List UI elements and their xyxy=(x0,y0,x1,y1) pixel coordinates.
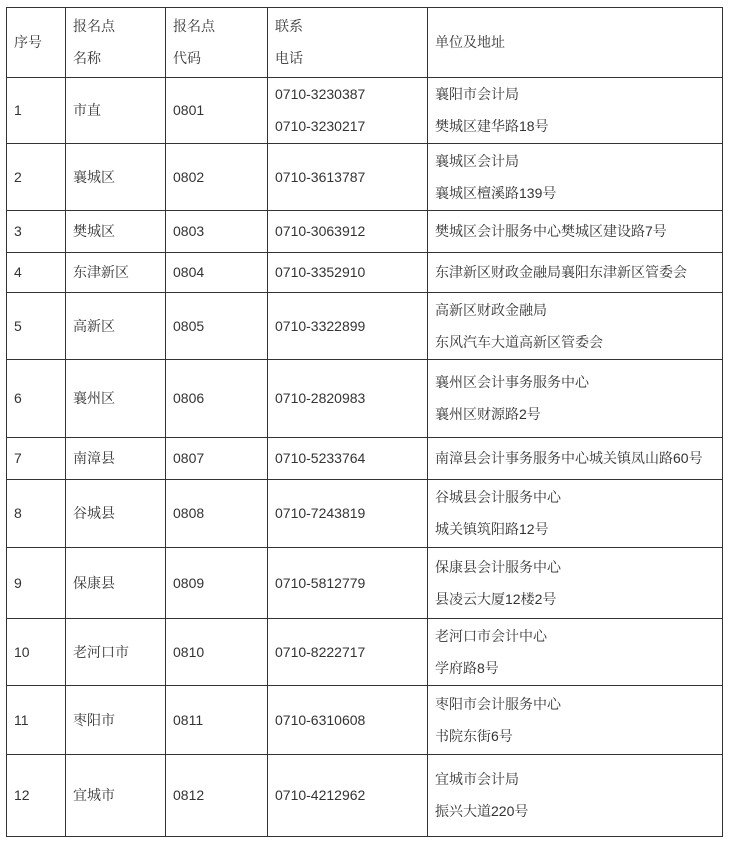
address-line: 襄城区会计局 xyxy=(435,152,519,169)
header-label: 名称 xyxy=(73,50,101,66)
table-row xyxy=(7,686,723,755)
cell-address xyxy=(428,211,723,253)
header-label: 联系 xyxy=(275,18,303,34)
address-line: 襄州区会计事务服务中心 xyxy=(435,374,589,390)
row-number: 1 xyxy=(14,102,22,118)
cell-seq xyxy=(7,686,66,755)
row-number: 6 xyxy=(14,390,22,406)
cell-address xyxy=(428,253,723,293)
cell-seq xyxy=(7,78,66,144)
cell-name xyxy=(66,253,166,293)
site-name: 南漳县 xyxy=(73,450,115,466)
address-line: 东风汽车大道高新区管委会 xyxy=(435,333,603,350)
cell-seq xyxy=(7,619,66,686)
row-number: 5 xyxy=(14,317,22,334)
address-line: 学府路8号 xyxy=(435,659,499,676)
site-name: 东津新区 xyxy=(73,264,129,280)
row-number: 10 xyxy=(14,643,30,660)
cell-name xyxy=(66,619,166,686)
site-name: 高新区 xyxy=(73,317,115,334)
address-line: 书院东街6号 xyxy=(435,727,513,744)
cell-phone xyxy=(268,619,428,686)
cell-code xyxy=(166,548,268,619)
phone-number: 0710-4212962 xyxy=(275,787,366,803)
site-code: 0803 xyxy=(173,223,205,239)
cell-phone xyxy=(268,293,428,360)
cell-code xyxy=(166,144,268,211)
phone-number: 0710-3322899 xyxy=(275,317,366,334)
col-header-phone xyxy=(268,8,428,78)
site-name: 谷城县 xyxy=(73,505,115,521)
phone-number: 0710-7243819 xyxy=(275,505,366,521)
cell-name xyxy=(66,480,166,548)
cell-address xyxy=(428,438,723,480)
address-line: 高新区财政金融局 xyxy=(435,301,547,318)
cell-phone xyxy=(268,78,428,144)
table-row xyxy=(7,144,723,211)
cell-name xyxy=(66,211,166,253)
address-line: 宜城市会计局 xyxy=(435,771,519,787)
header-label: 报名点 xyxy=(73,18,115,34)
cell-phone xyxy=(268,253,428,293)
address-line: 南漳县会计事务服务中心城关镇凤山路60号 xyxy=(435,450,703,466)
phone-number: 0710-3063912 xyxy=(275,223,366,239)
address-line: 襄城区檀溪路139号 xyxy=(435,184,557,201)
site-name: 保康县 xyxy=(73,574,115,591)
site-code: 0801 xyxy=(173,102,205,118)
site-name: 市直 xyxy=(73,102,101,118)
cell-address xyxy=(428,619,723,686)
cell-seq xyxy=(7,360,66,438)
site-name: 樊城区 xyxy=(73,223,115,239)
cell-code xyxy=(166,480,268,548)
cell-code xyxy=(166,360,268,438)
cell-name xyxy=(66,293,166,360)
cell-seq xyxy=(7,211,66,253)
row-number: 7 xyxy=(14,450,22,466)
cell-code xyxy=(166,293,268,360)
table-row xyxy=(7,480,723,548)
site-name: 襄州区 xyxy=(73,390,115,406)
site-code: 0805 xyxy=(173,317,205,334)
address-line: 樊城区建华路18号 xyxy=(435,118,549,134)
cell-seq xyxy=(7,293,66,360)
cell-name xyxy=(66,686,166,755)
cell-address xyxy=(428,686,723,755)
address-line: 谷城县会计服务中心 xyxy=(435,489,561,505)
cell-address xyxy=(428,755,723,837)
row-number: 2 xyxy=(14,168,22,185)
cell-seq xyxy=(7,755,66,837)
address-line: 老河口市会计中心 xyxy=(435,627,547,644)
site-code: 0808 xyxy=(173,505,205,521)
col-header-name xyxy=(66,8,166,78)
address-line: 枣阳市会计服务中心 xyxy=(435,695,561,712)
phone-number: 0710-6310608 xyxy=(275,711,366,728)
header-label: 报名点 xyxy=(173,18,215,34)
table-row xyxy=(7,619,723,686)
row-number: 11 xyxy=(14,711,29,728)
row-number: 8 xyxy=(14,505,22,521)
header-label: 代码 xyxy=(173,50,201,66)
table-row xyxy=(7,211,723,253)
cell-phone xyxy=(268,548,428,619)
site-code: 0812 xyxy=(173,787,205,803)
cell-address xyxy=(428,360,723,438)
cell-seq xyxy=(7,253,66,293)
phone-number: 0710-5233764 xyxy=(275,450,366,466)
cell-address xyxy=(428,78,723,144)
table-row xyxy=(7,360,723,438)
cell-name xyxy=(66,438,166,480)
cell-phone xyxy=(268,438,428,480)
cell-seq xyxy=(7,480,66,548)
address-line: 城关镇筑阳路12号 xyxy=(435,521,549,537)
phone-number: 0710-3352910 xyxy=(275,264,366,280)
address-line: 襄阳市会计局 xyxy=(435,86,519,102)
site-name: 襄城区 xyxy=(73,168,115,185)
col-header-code xyxy=(166,8,268,78)
cell-code xyxy=(166,211,268,253)
address-line: 东津新区财政金融局襄阳东津新区管委会 xyxy=(435,264,687,280)
cell-seq xyxy=(7,144,66,211)
phone-number: 0710-3230217 xyxy=(275,118,366,134)
header-label: 序号 xyxy=(14,34,42,50)
site-name: 枣阳市 xyxy=(73,711,115,728)
cell-phone xyxy=(268,211,428,253)
site-code: 0809 xyxy=(173,574,205,591)
phone-number: 0710-3613787 xyxy=(275,168,366,185)
header-label: 单位及地址 xyxy=(435,34,505,50)
col-header-seq xyxy=(7,8,66,78)
cell-seq xyxy=(7,438,66,480)
address-line: 保康县会计服务中心 xyxy=(435,558,561,575)
table-body xyxy=(7,78,723,837)
row-number: 4 xyxy=(14,264,22,280)
phone-number: 0710-2820983 xyxy=(275,390,366,406)
site-code: 0806 xyxy=(173,390,205,406)
cell-code xyxy=(166,686,268,755)
cell-address xyxy=(428,144,723,211)
cell-phone xyxy=(268,144,428,211)
cell-phone xyxy=(268,755,428,837)
table-row xyxy=(7,548,723,619)
row-number: 3 xyxy=(14,223,22,239)
cell-code xyxy=(166,78,268,144)
table-row xyxy=(7,755,723,837)
col-header-address xyxy=(428,8,723,78)
cell-address xyxy=(428,480,723,548)
cell-name xyxy=(66,144,166,211)
cell-seq xyxy=(7,548,66,619)
phone-number: 0710-5812779 xyxy=(275,574,366,591)
address-line: 樊城区会计服务中心樊城区建设路7号 xyxy=(435,223,667,239)
row-number: 9 xyxy=(14,574,22,591)
header-row xyxy=(7,8,723,78)
address-line: 县凌云大厦12楼2号 xyxy=(435,590,557,607)
cell-code xyxy=(166,253,268,293)
cell-address xyxy=(428,548,723,619)
site-code: 0804 xyxy=(173,264,205,280)
cell-phone xyxy=(268,480,428,548)
cell-code xyxy=(166,755,268,837)
cell-address xyxy=(428,293,723,360)
phone-number: 0710-3230387 xyxy=(275,86,366,102)
site-code: 0811 xyxy=(173,711,204,728)
cell-name xyxy=(66,78,166,144)
row-number: 12 xyxy=(14,787,30,803)
cell-name xyxy=(66,360,166,438)
site-code: 0807 xyxy=(173,450,205,466)
registration-points-table xyxy=(6,7,723,837)
cell-phone xyxy=(268,360,428,438)
cell-code xyxy=(166,438,268,480)
site-name: 宜城市 xyxy=(73,787,115,803)
site-code: 0802 xyxy=(173,168,205,185)
table-row xyxy=(7,78,723,144)
table-row xyxy=(7,438,723,480)
table-row xyxy=(7,253,723,293)
address-line: 振兴大道220号 xyxy=(435,803,529,819)
cell-name xyxy=(66,755,166,837)
cell-phone xyxy=(268,686,428,755)
cell-name xyxy=(66,548,166,619)
table-row xyxy=(7,293,723,360)
site-name: 老河口市 xyxy=(73,643,129,660)
cell-code xyxy=(166,619,268,686)
site-code: 0810 xyxy=(173,643,205,660)
phone-number: 0710-8222717 xyxy=(275,643,366,660)
header-label: 电话 xyxy=(275,50,303,66)
address-line: 襄州区财源路2号 xyxy=(435,406,541,422)
